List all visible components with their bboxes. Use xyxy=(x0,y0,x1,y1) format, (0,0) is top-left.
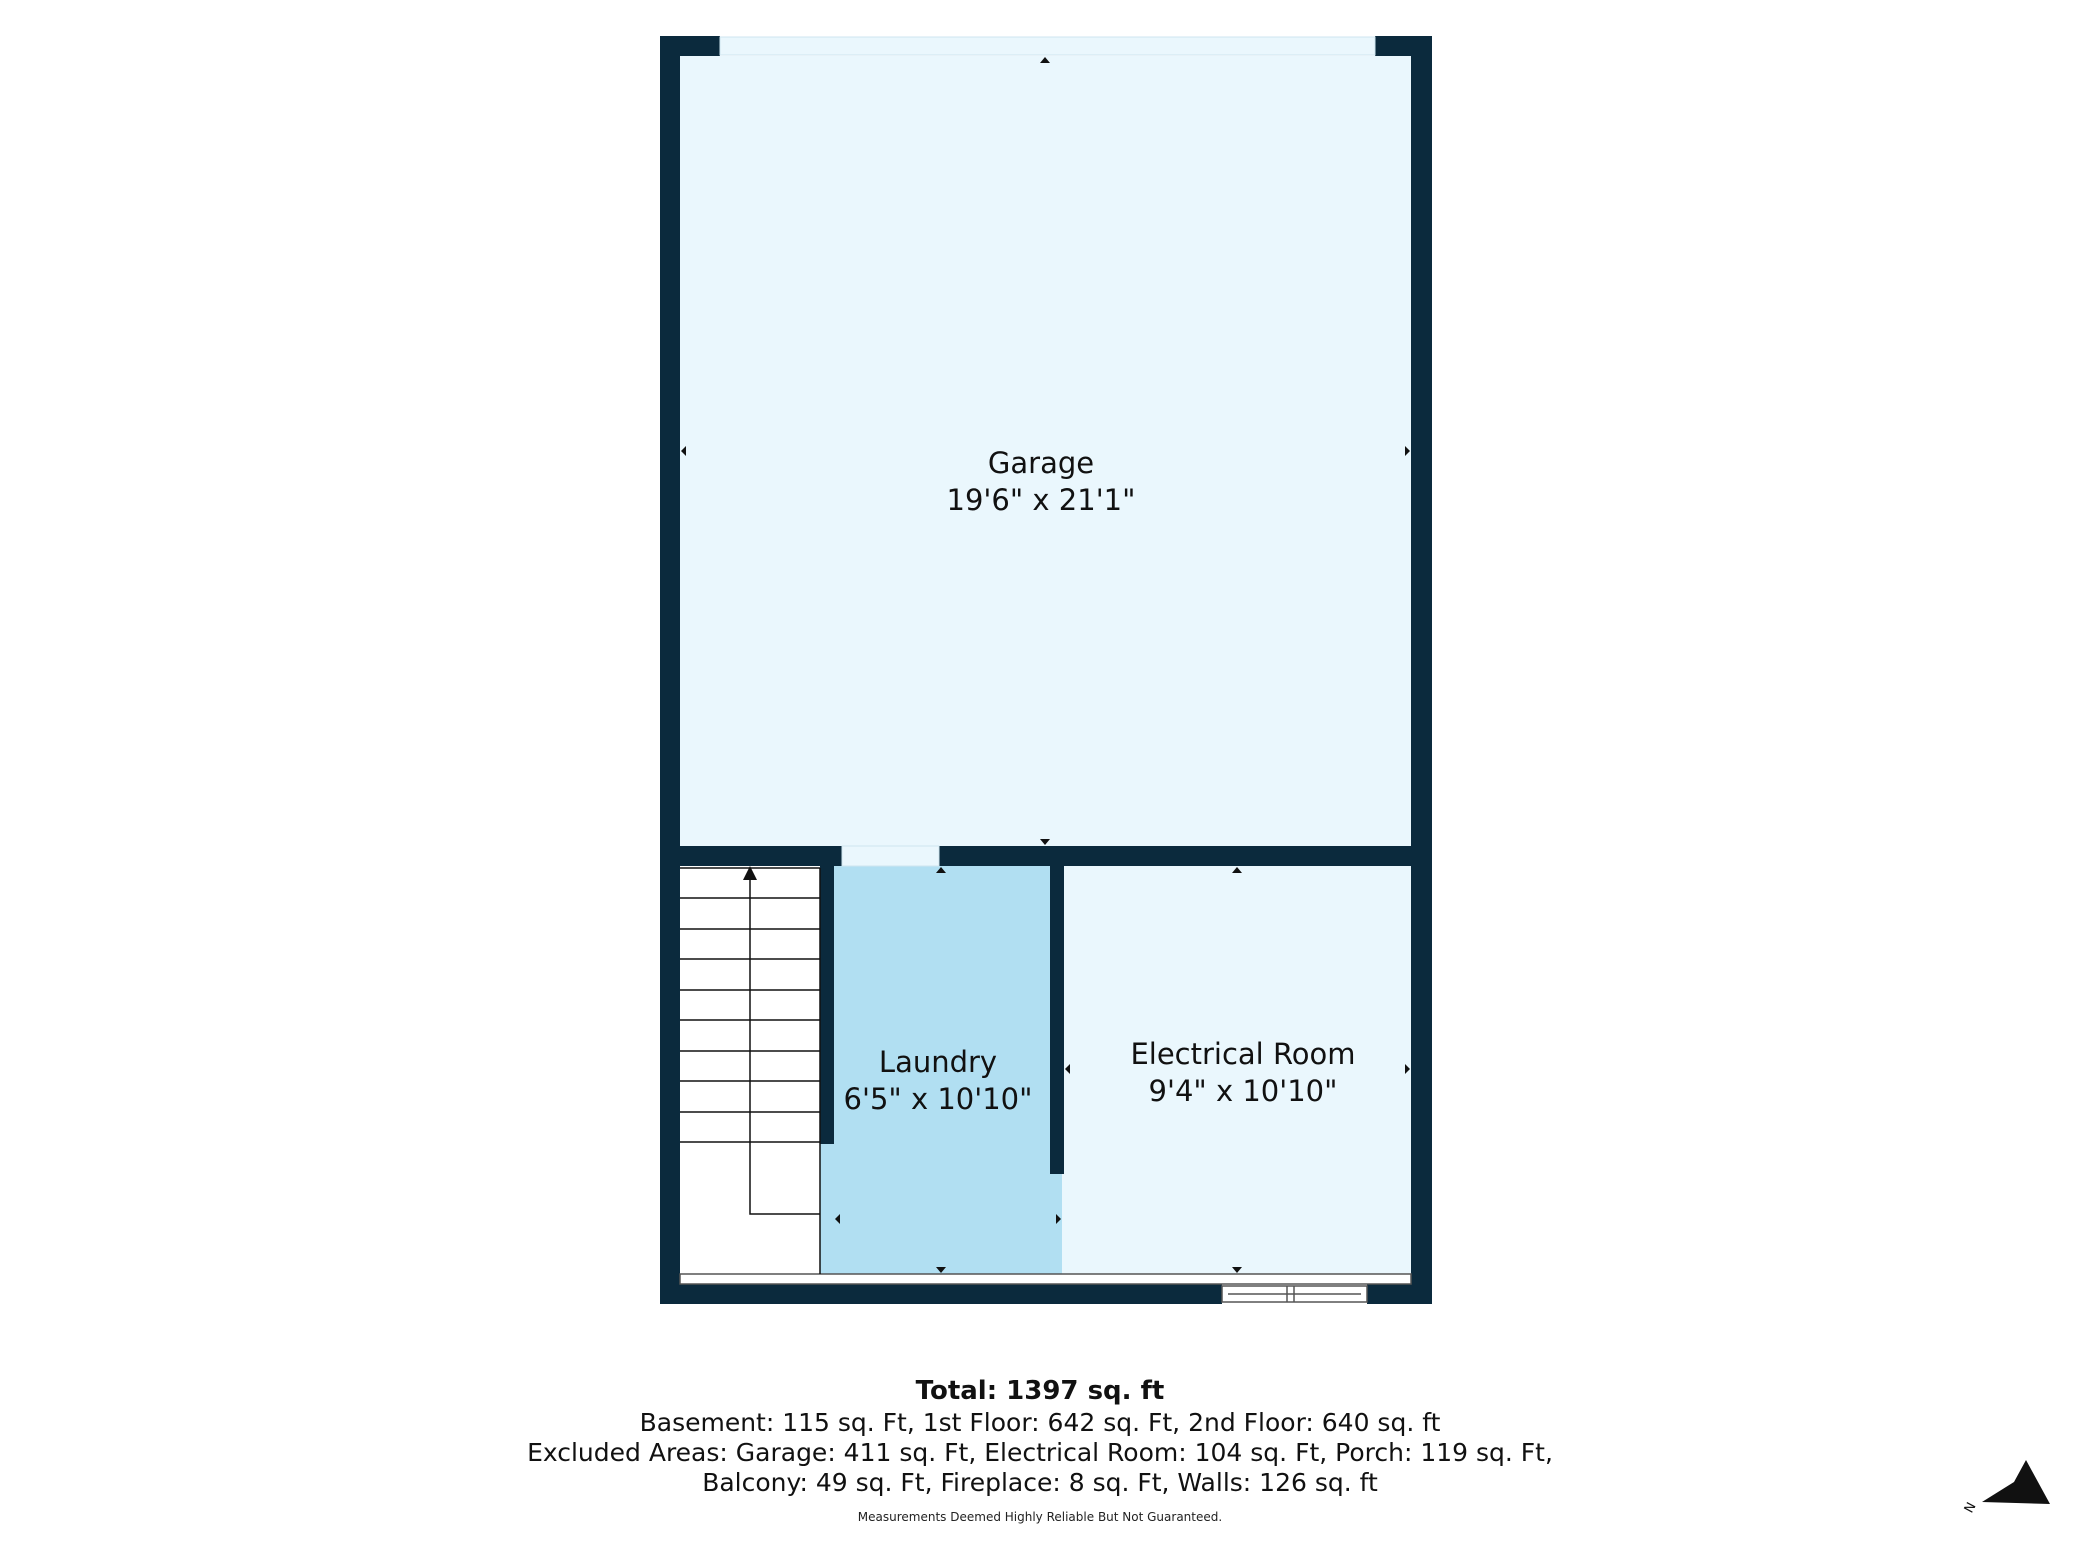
electrical-room-dimensions: 9'4" x 10'10" xyxy=(1148,1074,1338,1108)
laundry-dimensions: 6'5" x 10'10" xyxy=(843,1082,1033,1116)
garage-label: Garage xyxy=(987,446,1095,480)
garage-dimensions: 19'6" x 21'1" xyxy=(946,483,1136,517)
electrical-room-label: Electrical Room xyxy=(1130,1037,1356,1071)
excluded-areas-line-2: Balcony: 49 sq. Ft, Fireplace: 8 sq. Ft, Walls: 126 sq. ft xyxy=(702,1468,1378,1497)
laundry-label: Laundry xyxy=(878,1045,998,1079)
disclaimer: Measurements Deemed Highly Reliable But Not Guaranteed. xyxy=(857,1510,1223,1524)
floor-areas: Basement: 115 sq. Ft, 1st Floor: 642 sq. Ft, 2nd Floor: 640 sq. ft xyxy=(639,1408,1441,1437)
bottom-threshold xyxy=(680,1274,1411,1284)
area-summary xyxy=(0,1374,2080,1524)
excluded-areas-line-1: Excluded Areas: Garage: 411 sq. Ft, Electrical Room: 104 sq. Ft, Porch: 119 sq. Ft, xyxy=(527,1438,1553,1467)
laundry-door-opening xyxy=(842,846,939,866)
window xyxy=(1222,1286,1367,1302)
north-label: N xyxy=(1961,1500,1980,1516)
garage-door-opening xyxy=(720,37,1375,55)
total-area: Total: 1397 sq. ft xyxy=(915,1376,1165,1406)
